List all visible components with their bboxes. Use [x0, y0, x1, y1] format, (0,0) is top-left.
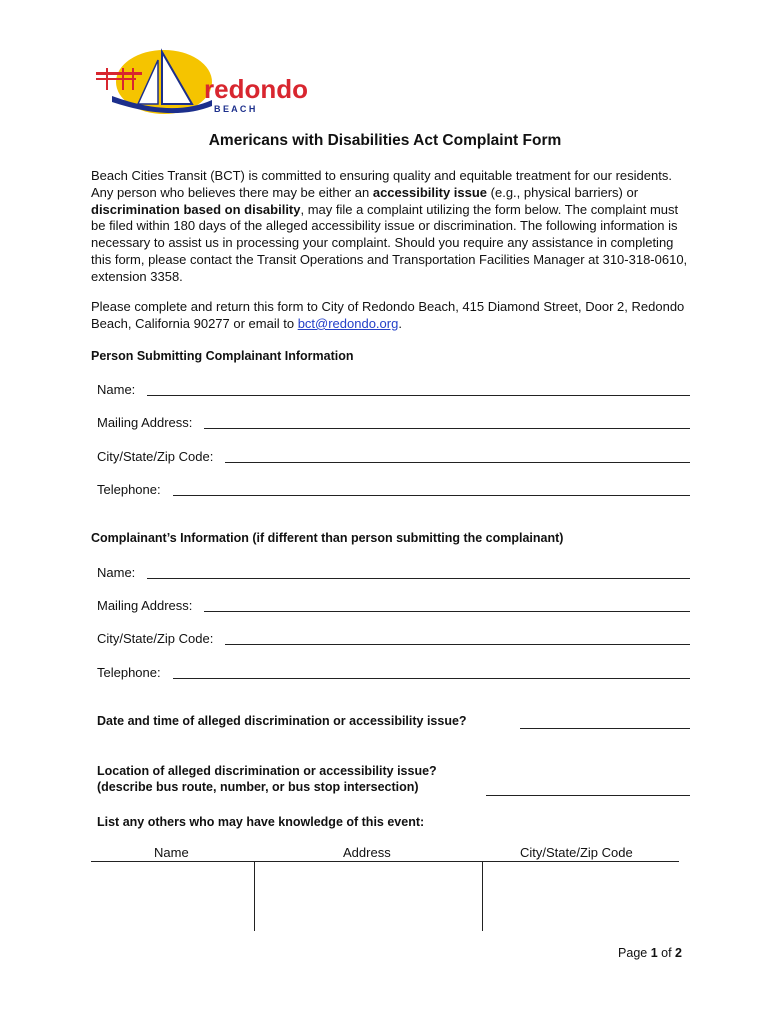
form-title: Americans with Disabilities Act Complaint Form	[208, 132, 562, 149]
submitter-section-heading: Person Submitting Complainant Information	[91, 349, 354, 363]
logo-sub: B E A C H	[214, 104, 256, 114]
return-end: .	[398, 315, 402, 331]
page-prefix: Page	[618, 946, 651, 960]
return-text: Please complete and return this form to City of Redondo Beach, 415 Diamond Street, Door 2, Redondo Beach, California 90277 or email to	[91, 299, 685, 331]
page-number	[618, 946, 682, 960]
location-question-line2: (describe bus route, number, or bus stop intersection)	[97, 780, 419, 794]
col-name-header: Name	[154, 845, 189, 860]
page-mid: of	[657, 946, 676, 960]
submitter-city-label: City/State/Zip Code:	[97, 449, 214, 464]
table-divider-1	[254, 861, 255, 931]
email-link[interactable]: bct@redondo.org	[297, 315, 399, 331]
submitter-phone-label: Telephone:	[97, 482, 161, 497]
complainant-phone-label: Telephone:	[97, 665, 161, 680]
return-instructions	[91, 299, 691, 333]
submitter-name-row	[97, 380, 690, 398]
submitter-name-label: Name:	[97, 382, 136, 397]
complainant-city-row	[97, 629, 690, 647]
date-question: Date and time of alleged discrimination or accessibility issue?	[97, 714, 467, 728]
col-city-header: City/State/Zip Code	[520, 845, 633, 860]
logo-wordmark: redondo	[204, 74, 308, 104]
submitter-mailing-field[interactable]	[204, 427, 690, 429]
complainant-city-label: City/State/Zip Code:	[97, 631, 214, 646]
location-question-line1: Location of alleged discrimination or accessibility issue?	[97, 764, 437, 778]
others-question: List any others who may have knowledge of this event:	[97, 815, 425, 829]
intro-text-1: Beach Cities Transit (BCT) is committed to ensuring quality and equitable treatment for our residents. Any person who believes there may be either an	[91, 168, 672, 200]
complainant-city-field[interactable]	[225, 643, 690, 645]
complainant-section-heading: Complainant’s Information (if different than person submitting the complainant)	[91, 531, 564, 545]
complainant-name-row	[97, 563, 690, 581]
intro-bold-1: accessibility issue	[372, 184, 488, 200]
page-current: 1	[650, 946, 658, 960]
submitter-city-field[interactable]	[225, 461, 690, 463]
intro-bold-2: discrimination based on disability	[91, 201, 301, 217]
complainant-mailing-field[interactable]	[204, 610, 690, 612]
col-address-header: Address	[343, 845, 391, 860]
complainant-mailing-row	[97, 596, 690, 614]
submitter-name-field[interactable]	[147, 394, 690, 396]
page-total: 2	[675, 946, 682, 960]
date-field[interactable]	[520, 727, 690, 729]
table-divider-2	[482, 861, 483, 931]
complainant-mailing-label: Mailing Address:	[97, 598, 193, 613]
submitter-mailing-label: Mailing Address:	[97, 415, 193, 430]
location-field[interactable]	[486, 794, 690, 796]
intro-paragraph	[91, 168, 691, 286]
submitter-city-row	[97, 447, 690, 465]
complainant-phone-field[interactable]	[173, 677, 690, 679]
submitter-mailing-row	[97, 413, 690, 431]
complainant-name-field[interactable]	[147, 577, 690, 579]
intro-text-3: , may file a complaint utilizing the form below. The complaint must be filed within 180 days of the alleged accessibility issue or discrimination. The following information is necessary to assist us in processing your complaint. Should you require any assistance in completing this form, please contact the Transit Operations and Transportation Facilities Manager at 310-318-0610, extension 3358.	[91, 201, 688, 284]
complainant-phone-row	[97, 663, 690, 681]
submitter-phone-field[interactable]	[173, 494, 690, 496]
logo-graphic	[92, 46, 312, 116]
submitter-phone-row	[97, 480, 690, 498]
redondo-beach-logo	[92, 46, 312, 116]
intro-text-2: (e.g., physical barriers) or	[487, 184, 639, 200]
witness-table-header	[91, 845, 679, 862]
complainant-name-label: Name:	[97, 565, 136, 580]
